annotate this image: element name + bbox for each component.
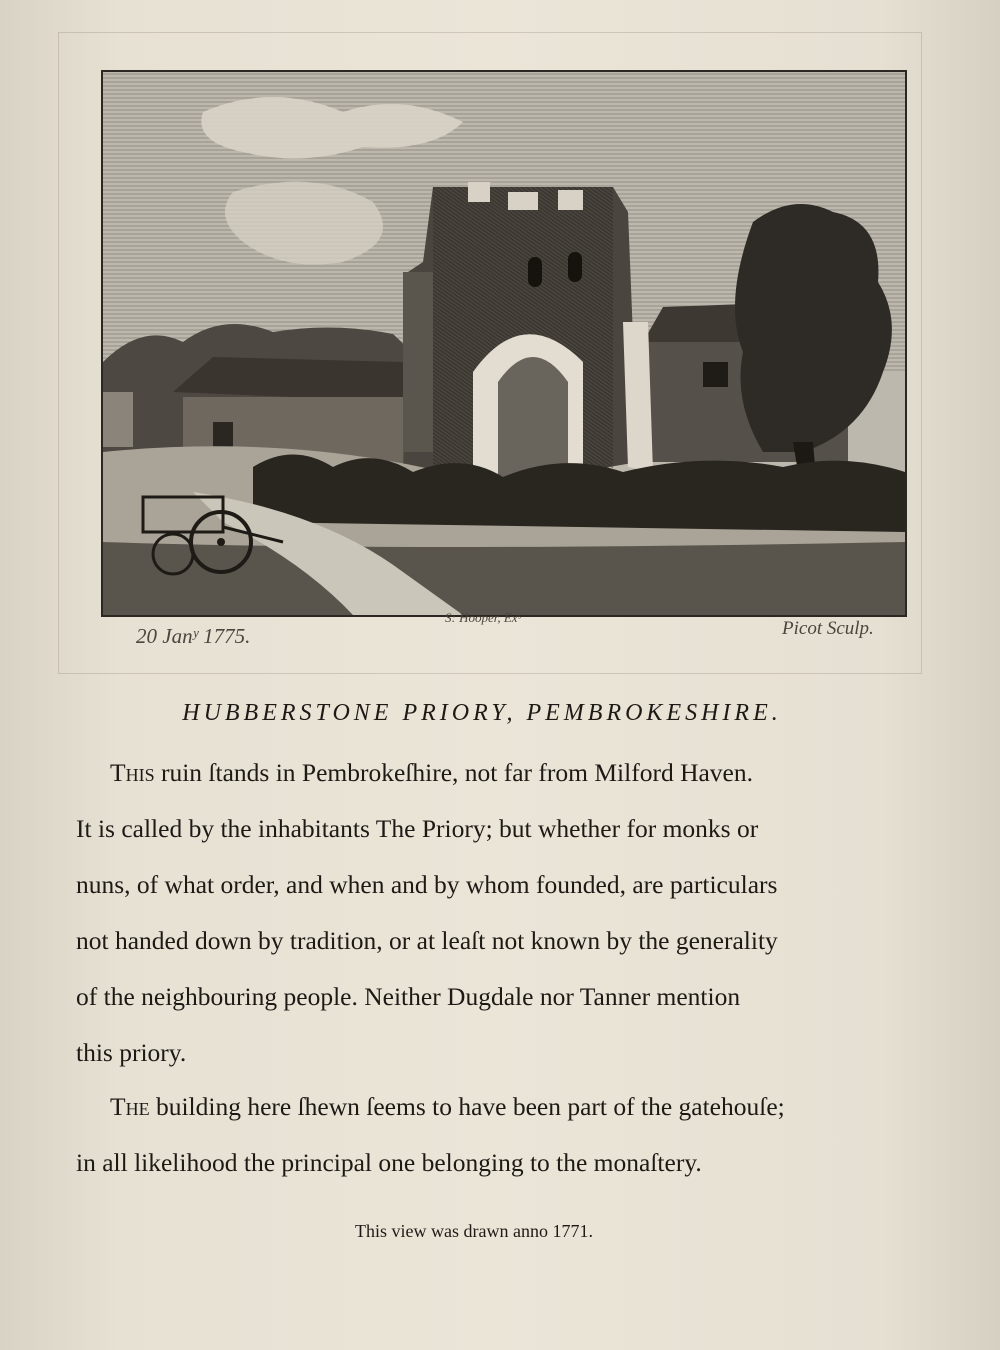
paragraph-2-line: in all likelihood the principal one belonging to the monaſtery. [76,1148,702,1177]
paragraph-1-line: nuns, of what order, and when and by whom founded, are particulars [76,870,778,899]
paragraph-2-line [110,1092,785,1122]
paragraph-1-line: It is called by the inhabitants The Priory; but whether for monks or [76,814,759,843]
publisher-credit: S: Hooper, Exˢ [445,610,521,625]
engraver-credit: Picot Sculp. [782,618,874,639]
date-inscription: 20 Janʸ 1775. [136,624,251,648]
paragraph-1-line: of the neighbouring people. Neither Dugdale nor Tanner mention [76,982,741,1011]
paragraph-1-line: this priory. [76,1038,187,1067]
paragraph-1-line: not handed down by tradition, or at leaſt not known by the generality [76,926,778,955]
footnote: This view was drawn anno 1771. [355,1221,593,1241]
engraving-illustration [101,70,907,617]
priory-ruin-engraving [103,72,905,615]
text-span: ruin ſtands in Pembrokeſhire, not far from Milford Haven. [154,758,753,787]
drop-lead-word: The [110,1092,150,1121]
page-title: HUBBERSTONE PRIORY, PEMBROKESHIRE. [182,700,782,726]
text-span: building here ſhewn ſeems to have been part of the gatehouſe; [149,1092,785,1121]
drop-lead-word: This [110,758,155,787]
paragraph-1-line [110,758,753,788]
